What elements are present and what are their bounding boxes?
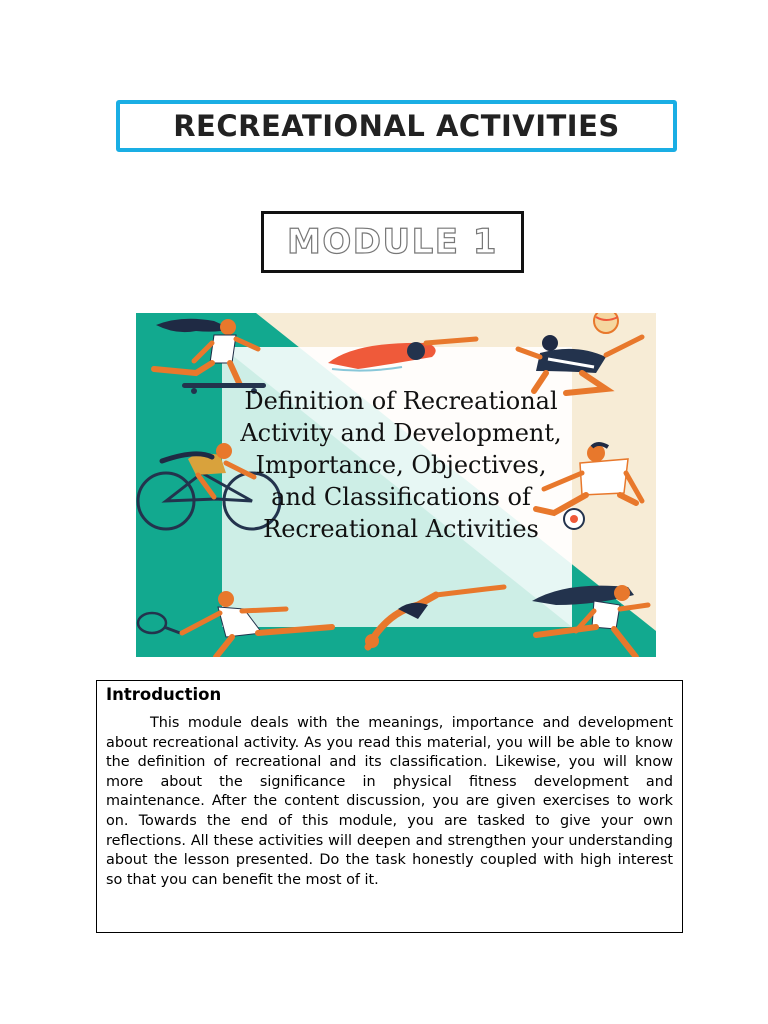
- banner-caption-line: Activity and Development,: [240, 419, 562, 447]
- banner-caption-line: Recreational Activities: [263, 515, 539, 543]
- introduction-body: This module deals with the meanings, importance and development about recreational activity. As you read this material, you will be able to know the definition of recreational and its classification. Likewise, you will know more about the significance in physical fitness development and maintenance. After the content discussion, you are given exercises to work on. Towards the end of this module, you are tasked to give your own reflections. All these activities will deepen and strengthen your understanding about the lesson presented. Do the task honestly coupled with high interest so that you can benefit the most of it.: [106, 715, 673, 888]
- introduction-section: [96, 680, 683, 933]
- module-label-box: [261, 211, 524, 273]
- volleyball-icon: [594, 313, 618, 333]
- banner-caption-line: and Classifications of: [271, 483, 531, 511]
- introduction-heading: Introduction: [106, 685, 222, 704]
- module-label: MODULE 1: [287, 222, 498, 262]
- banner-caption-line: Importance, Objectives,: [255, 451, 547, 479]
- banner-caption-line: Definition of Recreational: [244, 387, 558, 415]
- banner-caption: [220, 385, 582, 545]
- title-box: [116, 100, 677, 152]
- module-banner-image: [136, 313, 656, 657]
- document-title: RECREATIONAL ACTIVITIES: [173, 109, 620, 143]
